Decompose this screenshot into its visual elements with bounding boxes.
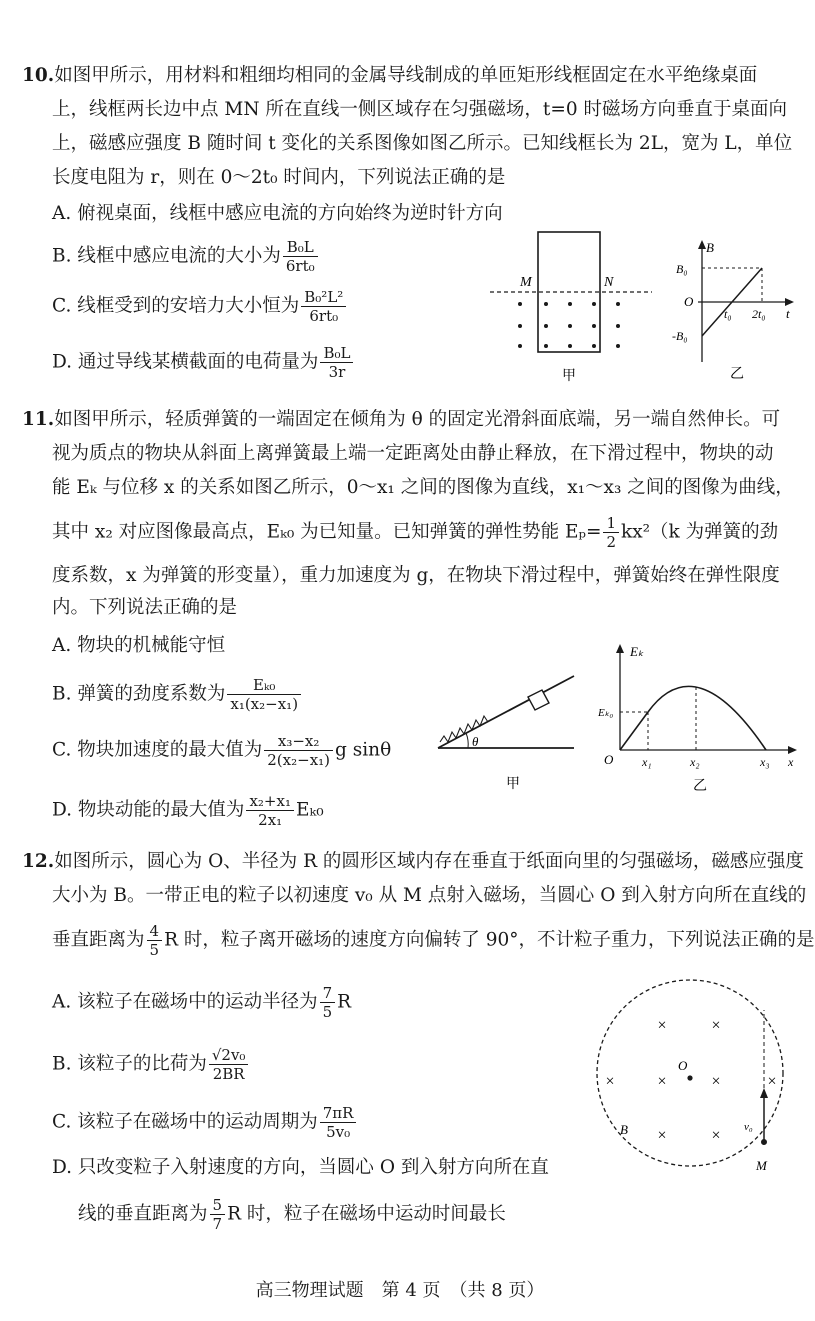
q10-option-c-fraction: [301, 288, 346, 325]
page-footer: 高三物理试题 第 4 页 （共 8 页）: [255, 1280, 545, 1301]
q12-stem-line-1: [22, 850, 804, 874]
q12-figure: [590, 970, 796, 1176]
q10-option-b: [52, 238, 320, 278]
label-ek0: Eₖ₀: [598, 707, 614, 719]
q11-option-d-fraction: [246, 792, 294, 829]
q12-option-d-line-1: D. 只改变粒子入射速度的方向，当圆心 O 到入射方向所在直: [52, 1157, 549, 1178]
q12-c-numerator: 7πR: [320, 1104, 357, 1123]
q11-option-c: [52, 732, 391, 776]
q12-option-a: [52, 984, 351, 1024]
label-b: B: [620, 1122, 628, 1137]
q10-option-d: [52, 344, 355, 384]
fig-caption-jia: 甲: [562, 369, 576, 384]
q11-option-c-text: C. 物块加速度的最大值为: [52, 739, 263, 761]
fig-caption-jia: 甲: [506, 777, 520, 792]
q12-stem-den: 5: [149, 941, 160, 959]
q11-stem-4b: kx²（k 为弹簧的劲: [621, 521, 779, 543]
label-neg-b0: -B₀: [672, 329, 688, 343]
x-axis-arrow: [788, 746, 797, 754]
field-dot: [518, 302, 522, 306]
q12-b-numerator: √2v₀: [209, 1046, 249, 1065]
q10-c-denominator: 6rt₀: [309, 307, 339, 325]
q12-a-denominator: 5: [322, 1003, 333, 1021]
q10-b-denominator: 6rt₀: [285, 257, 315, 275]
q12-number: 12.: [22, 851, 55, 872]
q10-d-numerator: B₀L: [320, 344, 353, 363]
q10-option-b-text: B. 线框中感应电流的大小为: [52, 245, 281, 267]
q10-option-c: [52, 288, 348, 328]
field-cross: ×: [711, 1017, 721, 1034]
q10-figure-yi: [672, 238, 798, 388]
label-n: N: [604, 275, 614, 290]
q12-stem-line-2: 大小为 B。一带正电的粒子以初速度 v₀ 从 M 点射入磁场，当圆心 O 到入射方向所在直线的: [52, 885, 807, 906]
label-o: O: [678, 1058, 688, 1073]
q10-option-c-text: C. 线框受到的安培力大小恒为: [52, 295, 300, 317]
field-dot: [544, 302, 548, 306]
label-b0: B₀: [676, 262, 688, 276]
label-theta: θ: [472, 734, 479, 749]
field-cross: ×: [657, 1017, 667, 1034]
label-ek: Eₖ: [630, 644, 644, 659]
q11-option-d: [52, 792, 324, 836]
field-dot: [568, 302, 572, 306]
field-dots: [518, 302, 620, 348]
label-x3: x₃: [760, 755, 770, 769]
q12-option-c: [52, 1104, 358, 1144]
field-dot: [592, 302, 596, 306]
label-m: M: [520, 275, 532, 290]
q10-b-numerator: B₀L: [283, 238, 318, 257]
label-t: t: [786, 306, 790, 321]
q10-option-a: A. 俯视桌面，线框中感应电流的方向始终为逆时针方向: [52, 203, 503, 224]
q12-option-d-fraction: [210, 1196, 226, 1233]
label-o: O: [684, 294, 694, 309]
field-boundary: [597, 980, 783, 1166]
q12-stem-1-text: 如图所示，圆心为 O、半径为 R 的圆形区域内存在垂直于纸面向里的匀强磁场，磁感应强度: [54, 851, 804, 872]
q11-option-b-fraction: [227, 676, 301, 713]
q10-figure-jia: [480, 228, 660, 388]
q11-d-denominator: 2x₁: [258, 811, 283, 829]
field-dot: [616, 344, 620, 348]
field-cross: ×: [657, 1073, 667, 1090]
q10-stem-1-text: 如图甲所示，用材料和粗细均相同的金属导线制成的单匝矩形线框固定在水平绝缘桌面: [54, 65, 758, 86]
fig-caption-yi: 乙: [730, 367, 744, 382]
q10-d-denominator: 3r: [328, 363, 346, 381]
field-dot: [592, 344, 596, 348]
label-o: O: [604, 752, 614, 767]
q12-c-denominator: 5v₀: [326, 1123, 351, 1141]
q10-stem-line-4: 长度电阻为 r，则在 0～2t₀ 时间内，下列说法正确的是: [52, 167, 506, 188]
q10-number: 10.: [22, 65, 55, 86]
field-dot: [592, 324, 596, 328]
q11-option-d-text: D. 物块动能的最大值为: [52, 799, 245, 821]
q11-option-c-tail: g sinθ: [335, 739, 392, 761]
field-cross: ×: [657, 1127, 667, 1144]
q11-option-c-fraction: [264, 732, 333, 769]
q12-stem-fraction: [147, 922, 163, 959]
q11-stem-line-6: 内。下列说法正确的是: [52, 597, 238, 618]
field-cross: ×: [711, 1073, 721, 1090]
q11-b-numerator: Eₖ₀: [227, 676, 301, 695]
incline-line: [438, 676, 574, 748]
q11-number: 11.: [22, 409, 55, 430]
label-v0: v₀: [744, 1121, 753, 1133]
q12-option-a-tail: R: [337, 991, 352, 1013]
field-dot: [518, 324, 522, 328]
ek-linear-segment: [620, 712, 648, 750]
field-dot: [616, 302, 620, 306]
field-cross: ×: [767, 1073, 777, 1090]
field-dot: [544, 344, 548, 348]
q12-d-numerator: 5: [210, 1196, 226, 1215]
field-dot: [518, 344, 522, 348]
q10-stem-line-2: 上，线框两长边中点 MN 所在直线一侧区域存在匀强磁场，t=0 时磁场方向垂直于桌面向: [52, 99, 787, 120]
q11-stem-line-5: 度系数，x 为弹簧的形变量），重力加速度为 g，在物块下滑过程中，弹簧始终在弹性限度: [52, 565, 780, 586]
q11-stem-4a: 其中 x₂ 对应图像最高点，Eₖ₀ 为已知量。已知弹簧的弹性势能 Eₚ=: [52, 521, 602, 543]
q12-a-numerator: 7: [320, 984, 336, 1003]
label-b: B: [706, 240, 714, 255]
q11-figure-jia: [430, 670, 590, 800]
q11-half-fraction: [603, 514, 619, 551]
label-m: M: [756, 1158, 767, 1173]
q12-option-b: [52, 1046, 250, 1086]
q11-stem-line-2: 视为质点的物块从斜面上离弹簧最上端一定距离处由静止释放，在下滑过程中，物块的动: [52, 443, 774, 464]
q11-half-num: 1: [603, 514, 619, 533]
q12-stem-num: 4: [147, 922, 163, 941]
field-dot: [568, 344, 572, 348]
q12-option-b-fraction: [209, 1046, 249, 1083]
q10-stem-line-3: 上，磁感应强度 B 随时间 t 变化的关系图像如图乙所示。已知线框长为 2L，宽为 L，单位: [52, 133, 793, 154]
q11-stem-1-text: 如图甲所示，轻质弹簧的一端固定在倾角为 θ 的固定光滑斜面底端，另一端自然伸长。可: [54, 409, 781, 430]
label-t0: t₀: [724, 307, 732, 321]
spring: [440, 716, 488, 742]
q11-c-numerator: x₃−x₂: [264, 732, 333, 751]
q11-half-den: 2: [606, 533, 616, 551]
q11-option-d-tail: Eₖ₀: [295, 799, 324, 821]
q12-d-denominator: 7: [212, 1215, 223, 1233]
label-2t0: 2t₀: [752, 307, 766, 321]
theta-arc: [466, 733, 468, 748]
field-dot: [568, 324, 572, 328]
q12-b-denominator: 2BR: [212, 1065, 245, 1083]
ek-curve: [648, 686, 766, 750]
q12-option-c-text: C. 该粒子在磁场中的运动周期为: [52, 1111, 318, 1133]
q12-option-d-line-2: [78, 1196, 506, 1236]
center-o: [687, 1075, 692, 1080]
q10-option-b-fraction: [283, 238, 318, 275]
q12-option-d-text2b: R 时，粒子在磁场中运动时间最长: [227, 1203, 506, 1225]
q11-stem-line-3: 能 Eₖ 与位移 x 的关系如图乙所示，0～x₁ 之间的图像为直线，x₁～x₃ 之间的图像为曲线，: [52, 477, 794, 498]
q10-c-numerator: B₀²L²: [301, 288, 346, 307]
q12-stem-3b: R 时，粒子离开磁场的速度方向偏转了 90°，不计粒子重力，下列说法正确的是: [164, 929, 815, 951]
q10-stem-line-1: [22, 64, 757, 88]
t-axis-arrow: [785, 298, 794, 306]
field-cross: ×: [605, 1073, 615, 1090]
q11-b-denominator: x₁(x₂−x₁): [230, 695, 299, 713]
q11-option-b-text: B. 弹簧的劲度系数为: [52, 683, 226, 705]
q10-option-d-text: D. 通过导线某横截面的电荷量为: [52, 351, 319, 373]
q12-stem-3a: 垂直距离为: [52, 929, 145, 951]
q11-option-a: A. 物块的机械能守恒: [52, 635, 226, 656]
label-x2: x₂: [690, 755, 700, 769]
label-x: x: [788, 755, 794, 769]
q12-option-a-text: A. 该粒子在磁场中的运动半径为: [52, 991, 318, 1013]
block: [528, 690, 549, 710]
q12-option-b-text: B. 该粒子的比荷为: [52, 1053, 207, 1075]
q11-figure-yi: [600, 642, 800, 802]
q11-c-denominator: 2(x₂−x₁): [267, 751, 331, 769]
ek-axis-arrow: [616, 644, 624, 653]
fig-caption-yi: 乙: [693, 779, 707, 794]
q11-stem-line-4: [52, 514, 778, 554]
point-m: [761, 1139, 767, 1145]
q12-option-c-fraction: [320, 1104, 357, 1141]
b-axis-arrow: [698, 240, 706, 249]
field-cross: ×: [711, 1127, 721, 1144]
field-dot: [544, 324, 548, 328]
q12-option-a-fraction: [320, 984, 336, 1021]
q11-d-numerator: x₂+x₁: [246, 792, 294, 811]
q10-option-d-fraction: [320, 344, 353, 381]
q11-stem-line-1: [22, 408, 780, 432]
field-dot: [616, 324, 620, 328]
q11-option-b: [52, 676, 303, 720]
q12-option-d-text2a: 线的垂直距离为: [78, 1203, 208, 1225]
label-x1: x₁: [642, 755, 652, 769]
q12-stem-line-3: [52, 922, 815, 962]
